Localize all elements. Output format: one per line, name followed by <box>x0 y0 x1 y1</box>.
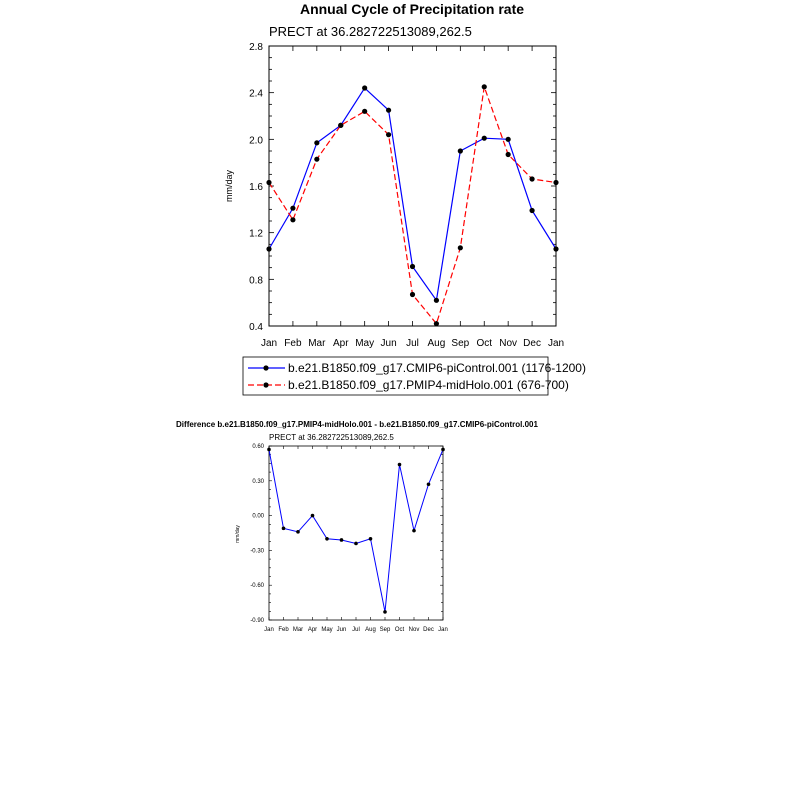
difference-chart-title: Difference b.e21.B1850.f09_g17.PMIP4-midHolo.001 - b.e21.B1850.f09_g17.CMIP6-piControl.001 <box>176 420 538 429</box>
x-tick-label: Oct <box>394 627 405 633</box>
x-tick-label: Jul <box>352 627 360 633</box>
x-tick-label: Jan <box>264 627 274 633</box>
data-point <box>410 264 415 269</box>
data-point <box>386 108 391 113</box>
legend-marker-midholo <box>263 382 268 387</box>
x-tick-label: Nov <box>499 338 518 349</box>
data-point <box>506 152 511 157</box>
data-point <box>412 529 416 533</box>
x-tick-label: May <box>321 627 333 633</box>
data-point <box>482 136 487 141</box>
x-tick-label: Dec <box>423 627 434 633</box>
x-tick-label: Jan <box>547 338 565 349</box>
data-point <box>314 157 319 162</box>
data-point <box>383 610 387 614</box>
data-point <box>410 292 415 297</box>
x-tick-label: Sep <box>451 338 470 349</box>
y-axis-label: mm/day <box>224 169 234 203</box>
data-point <box>296 530 300 534</box>
x-tick-label: Apr <box>307 627 318 633</box>
data-point <box>398 463 402 467</box>
y-tick-label: 0.8 <box>249 275 263 287</box>
plot-frame <box>269 46 556 326</box>
data-point <box>362 85 367 90</box>
chart-title: Annual Cycle of Precipitation rate <box>299 1 525 17</box>
data-point <box>369 537 373 541</box>
data-point <box>458 148 463 153</box>
y-tick-label: 1.6 <box>249 182 263 193</box>
main-plot-area <box>249 42 564 349</box>
x-tick-label: Mar <box>308 338 326 349</box>
legend <box>243 357 586 395</box>
x-tick-label: Feb <box>284 338 302 349</box>
y-tick-label: -0.30 <box>250 548 264 555</box>
data-point <box>553 180 558 185</box>
x-tick-label: Jul <box>406 338 419 349</box>
x-tick-label: Jan <box>260 338 278 349</box>
data-point <box>529 208 534 213</box>
data-point <box>325 537 329 541</box>
data-point <box>354 542 358 546</box>
y-tick-label: 0.4 <box>249 322 263 333</box>
data-point <box>529 176 534 181</box>
series-line-1 <box>269 449 443 611</box>
x-tick-label: May <box>355 338 375 349</box>
data-point <box>266 180 271 185</box>
x-tick-label: Apr <box>332 338 349 349</box>
data-point <box>434 298 439 303</box>
data-point <box>427 482 431 486</box>
x-tick-label: Jun <box>336 627 347 633</box>
data-point <box>362 109 367 114</box>
x-tick-label: Sep <box>379 627 391 633</box>
series-line-2 <box>269 87 556 324</box>
y-tick-label: 0.60 <box>252 444 264 450</box>
y-tick-label: -0.90 <box>250 618 264 624</box>
data-point <box>314 140 319 145</box>
x-tick-label: Nov <box>408 627 420 633</box>
data-point <box>290 206 295 211</box>
y-tick-label: 2.0 <box>249 135 263 147</box>
x-tick-label: Aug <box>427 338 446 349</box>
y-tick-label: 0.00 <box>252 513 264 520</box>
y-tick-label: 1.2 <box>249 228 263 240</box>
data-point <box>267 448 271 452</box>
chart-subtitle: PRECT at 36.282722513089,262.5 <box>269 24 472 39</box>
data-point <box>266 246 271 251</box>
data-point <box>482 84 487 89</box>
data-point <box>282 527 286 531</box>
data-point <box>386 132 391 137</box>
plot-frame <box>269 446 443 620</box>
x-tick-label: Dec <box>523 338 541 349</box>
data-point <box>311 514 315 518</box>
data-point <box>434 321 439 326</box>
x-tick-label: Feb <box>278 627 289 633</box>
data-point <box>340 538 344 542</box>
x-tick-label: Aug <box>365 627 376 633</box>
x-tick-label: Oct <box>476 338 493 349</box>
difference-y-axis-label: mm/day <box>235 525 241 543</box>
y-tick-label: 2.8 <box>249 42 263 53</box>
difference-plot-area <box>250 444 448 633</box>
legend-label-midholo: b.e21.B1850.f09_g17.PMIP4-midHolo.001 (676-700) <box>288 378 569 392</box>
x-tick-label: Mar <box>292 627 304 633</box>
x-tick-label: Jun <box>380 338 397 349</box>
data-point <box>441 448 445 452</box>
difference-chart-subtitle: PRECT at 36.282722513089,262.5 <box>269 433 394 442</box>
y-tick-label: 2.4 <box>249 88 263 100</box>
y-tick-label: 0.30 <box>252 478 264 485</box>
data-point <box>506 137 511 142</box>
legend-marker-control <box>263 365 268 370</box>
x-tick-label: Jan <box>438 627 448 633</box>
data-point <box>290 217 295 222</box>
y-tick-label: -0.60 <box>250 583 264 590</box>
legend-label-control: b.e21.B1850.f09_g17.CMIP6-piControl.001 (1176-1200) <box>288 361 586 375</box>
data-point <box>338 123 343 128</box>
data-point <box>458 245 463 250</box>
data-point <box>553 246 558 251</box>
